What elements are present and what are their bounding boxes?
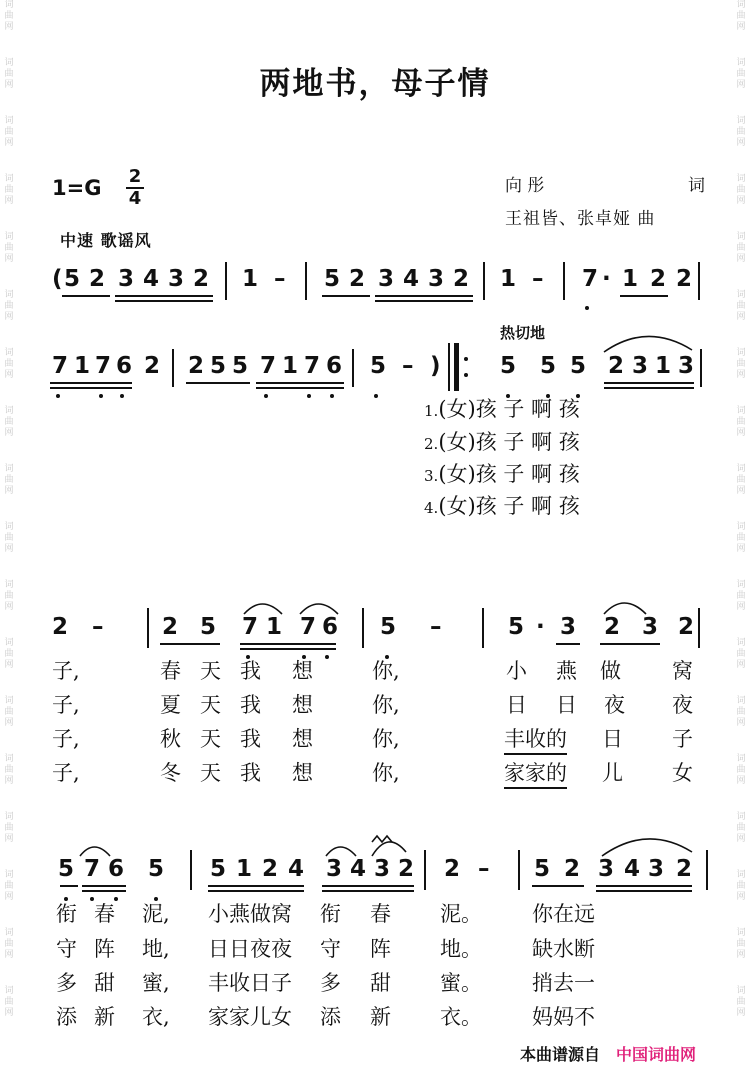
note: 2 [676, 266, 693, 292]
watermark-char: 网 [4, 254, 14, 264]
watermark-char: 词 [4, 464, 14, 474]
note: 7 [300, 614, 317, 640]
watermark-char: 网 [736, 776, 746, 786]
lyric: 夜 [604, 693, 625, 717]
lyric: 女 [672, 761, 693, 785]
watermark-char: 网 [4, 776, 14, 786]
note: 1 [236, 856, 253, 882]
note: 3 [374, 856, 391, 882]
note: 5 [508, 614, 525, 640]
watermark-char: 网 [736, 80, 746, 90]
lyricist-role: 词 [688, 176, 705, 196]
note: 2 [162, 614, 179, 640]
slur [372, 842, 406, 856]
paren-open: ( [52, 266, 63, 292]
note: 7 [582, 266, 599, 292]
watermark-char: 词 [4, 348, 14, 358]
note: 3 [560, 614, 577, 640]
watermark-char: 曲 [736, 649, 746, 659]
watermark-char: 曲 [736, 997, 746, 1007]
note: 2 [262, 856, 279, 882]
watermark-char: 网 [4, 892, 14, 902]
watermark-char: 网 [4, 80, 14, 90]
note: 2 [398, 856, 415, 882]
lyric: 夏 [160, 693, 181, 717]
note: 3 [118, 266, 135, 292]
watermark-char: 曲 [736, 417, 746, 427]
note: 1 [500, 266, 517, 292]
watermark-char: 网 [736, 602, 746, 612]
watermark-char: 词 [4, 290, 14, 300]
lyric: 家家儿女 [208, 1005, 292, 1029]
lyric: 蜜。 [440, 971, 482, 995]
watermark-char: 曲 [4, 765, 14, 775]
lyric: 衣。 [440, 1005, 482, 1029]
watermark-char: 曲 [4, 185, 14, 195]
note: 5 [380, 614, 397, 640]
note: 2 [453, 266, 470, 292]
lyric: 衔 [320, 902, 341, 926]
watermark-char: 曲 [736, 475, 746, 485]
watermark-char: 网 [4, 602, 14, 612]
watermark-char: 词 [4, 116, 14, 126]
verse-number: 3. [424, 467, 439, 485]
paren-close: ) [430, 353, 441, 379]
note: 1 [282, 353, 299, 379]
note: 5 [148, 856, 165, 882]
watermark-char: 词 [4, 696, 14, 706]
watermark-char: 网 [736, 544, 746, 554]
lyric: 捎去一 [532, 971, 595, 995]
note: 7 [95, 353, 112, 379]
lyric: 小燕做窝 [208, 902, 292, 926]
note: 3 [378, 266, 395, 292]
watermark-char: 网 [736, 22, 746, 32]
lyric: 子, [52, 727, 80, 751]
note: 5 [64, 266, 81, 292]
lyric: 你在远 [532, 902, 595, 926]
note: 4 [143, 266, 160, 292]
watermark-char: 词 [736, 522, 746, 532]
watermark-char: 网 [4, 718, 14, 728]
watermark-char: 曲 [736, 243, 746, 253]
watermark-char: 曲 [736, 939, 746, 949]
lyric: 想 [292, 761, 313, 785]
dash: – [402, 353, 414, 379]
watermark-char: 曲 [736, 765, 746, 775]
note: 5 [534, 856, 551, 882]
watermark-char: 网 [736, 834, 746, 844]
lyric: 家家的 [504, 757, 567, 789]
mordent-mark [372, 836, 392, 842]
watermark-char: 曲 [736, 881, 746, 891]
dash: – [274, 266, 286, 292]
note: 7 [304, 353, 321, 379]
watermark-char: 词 [4, 986, 14, 996]
lyric: 泥。 [440, 902, 482, 926]
lyric: 小 [506, 659, 527, 683]
watermark-char: 网 [736, 254, 746, 264]
watermark-char: 网 [4, 834, 14, 844]
note: 4 [624, 856, 641, 882]
watermark-char: 网 [4, 22, 14, 32]
lyric: 子, [52, 659, 80, 683]
watermark-char: 曲 [736, 533, 746, 543]
note: 2 [89, 266, 106, 292]
note: 6 [322, 614, 339, 640]
watermark-char: 曲 [4, 823, 14, 833]
lyric: 你, [372, 693, 400, 717]
verse-number: 4. [424, 499, 439, 517]
watermark-char: 网 [4, 428, 14, 438]
lyric: 你, [372, 659, 400, 683]
key-signature: 1=G [52, 176, 102, 200]
lyric: 甜 [370, 971, 391, 995]
lyric: 春 [160, 659, 181, 683]
lyric: 日 [506, 693, 527, 717]
lyric: 阵 [370, 937, 391, 961]
tempo-marking: 中速 歌谣风 [60, 231, 152, 250]
watermark-char: 网 [736, 892, 746, 902]
note: 5 [540, 353, 557, 379]
note: 2 [678, 614, 695, 640]
note: 5 [570, 353, 587, 379]
meter-bottom: 4 [128, 188, 142, 209]
verse-number: 1. [424, 402, 439, 420]
note: 2 [608, 353, 625, 379]
lyric: 子, [52, 761, 80, 785]
dash: – [532, 266, 544, 292]
lyric: 丰收日子 [208, 971, 292, 995]
lyric: 我 [240, 727, 261, 751]
lyric: 子 [672, 727, 693, 751]
note: 2 [650, 266, 667, 292]
lyric: 夜 [672, 693, 693, 717]
note: 2 [604, 614, 621, 640]
watermark-char: 词 [4, 928, 14, 938]
lyric: 做 [600, 659, 621, 683]
note: 2 [349, 266, 366, 292]
note: 1 [74, 353, 91, 379]
lyric: 蜜, [142, 971, 170, 995]
lyric: 地, [142, 937, 170, 961]
verse-text: (女)孩 子 啊 孩 [438, 462, 580, 486]
lyric: 我 [240, 693, 261, 717]
lyric: 日 [556, 693, 577, 717]
lyric: 子, [52, 693, 80, 717]
watermark-char: 词 [736, 406, 746, 416]
lyric: 你, [372, 761, 400, 785]
note: 7 [260, 353, 277, 379]
watermark-char: 曲 [4, 649, 14, 659]
source-label: 本曲谱源自 [520, 1045, 601, 1064]
slur [604, 336, 692, 352]
watermark-char: 曲 [736, 591, 746, 601]
watermark-char: 网 [4, 370, 14, 380]
watermark-char: 网 [4, 312, 14, 322]
note: 2 [564, 856, 581, 882]
lyric: 天 [200, 761, 221, 785]
watermark-char: 曲 [736, 185, 746, 195]
lyric: 衣, [142, 1005, 170, 1029]
note: 6 [326, 353, 343, 379]
dash: – [430, 614, 442, 640]
watermark-char: 词 [736, 116, 746, 126]
watermark-char: 网 [4, 950, 14, 960]
lyric: 地。 [440, 937, 482, 961]
dash: – [478, 856, 490, 882]
watermark-char: 网 [4, 486, 14, 496]
note: 6 [116, 353, 133, 379]
watermark-char: 词 [736, 232, 746, 242]
lyric: 想 [292, 727, 313, 751]
lyric: 添 [56, 1005, 77, 1029]
watermark-char: 网 [736, 660, 746, 670]
lyric: 我 [240, 761, 261, 785]
verse-text: (女)孩 子 啊 孩 [438, 430, 580, 454]
lyric: 衔 [56, 902, 77, 926]
watermark-char: 曲 [736, 823, 746, 833]
note: 1 [266, 614, 283, 640]
note: 6 [108, 856, 125, 882]
watermark-char: 词 [736, 986, 746, 996]
note: 3 [598, 856, 615, 882]
watermark-char: 曲 [4, 301, 14, 311]
note: 3 [326, 856, 343, 882]
watermark-char: 词 [736, 928, 746, 938]
lyric: 多 [56, 971, 77, 995]
lyric: 新 [370, 1005, 391, 1029]
note: 1 [622, 266, 639, 292]
watermark-char: 词 [736, 638, 746, 648]
verse-number: 2. [424, 435, 439, 453]
note: 3 [642, 614, 659, 640]
lyric: 泥, [142, 902, 170, 926]
watermark-char: 词 [4, 174, 14, 184]
expression-marking: 热切地 [500, 324, 546, 342]
lyric: 你, [372, 727, 400, 751]
note: 2 [193, 266, 210, 292]
watermark-char: 曲 [4, 881, 14, 891]
watermark-char: 曲 [4, 533, 14, 543]
watermark-char: 词 [4, 870, 14, 880]
watermark-char: 词 [4, 754, 14, 764]
note: 3 [678, 353, 695, 379]
lyricist-name: 向 彤 [505, 176, 545, 196]
note: 5 [210, 856, 227, 882]
watermark-char: 词 [4, 0, 14, 10]
watermark-char: 网 [4, 1008, 14, 1018]
watermark-char: 词 [736, 0, 746, 10]
watermark-char: 词 [4, 522, 14, 532]
note: 2 [144, 353, 161, 379]
lyric: 我 [240, 659, 261, 683]
composer-credit: 王祖皆、张卓娅 曲 [505, 209, 656, 229]
watermark-char: 曲 [4, 707, 14, 717]
source-credit [520, 1042, 696, 1065]
watermark-char: 词 [736, 290, 746, 300]
watermark-char: 词 [736, 464, 746, 474]
watermark-char: 网 [736, 718, 746, 728]
lyric: 窝 [672, 659, 693, 683]
watermark-char: 曲 [4, 11, 14, 21]
watermark-char: 词 [736, 754, 746, 764]
watermark-char: 曲 [4, 591, 14, 601]
lyric: 甜 [94, 971, 115, 995]
note: · [602, 266, 611, 292]
note: 3 [632, 353, 649, 379]
watermark-char: 词 [4, 812, 14, 822]
watermark-char: 曲 [736, 69, 746, 79]
watermark-char: 曲 [4, 939, 14, 949]
watermark-char: 网 [736, 428, 746, 438]
watermark-char: 词 [736, 696, 746, 706]
note: 5 [500, 353, 517, 379]
watermark-char: 曲 [736, 359, 746, 369]
lyric: 守 [56, 937, 77, 961]
watermark-char: 词 [736, 580, 746, 590]
lyric: 天 [200, 659, 221, 683]
slur [300, 604, 338, 614]
watermark-char: 曲 [4, 127, 14, 137]
watermark-char: 曲 [4, 997, 14, 1007]
watermark-char: 词 [736, 870, 746, 880]
watermark-char: 曲 [736, 11, 746, 21]
note: 2 [676, 856, 693, 882]
watermark-char: 曲 [4, 359, 14, 369]
note: 5 [370, 353, 387, 379]
watermark-char: 词 [4, 638, 14, 648]
note: · [536, 614, 545, 640]
lyric: 日日夜夜 [208, 937, 292, 961]
meter-top: 2 [128, 166, 142, 187]
lyric: 缺水断 [532, 937, 595, 961]
lyric: 冬 [160, 761, 181, 785]
note: 5 [232, 353, 249, 379]
lyric: 多 [320, 971, 341, 995]
watermark-char: 网 [736, 1008, 746, 1018]
lyric: 守 [320, 937, 341, 961]
song-title: 两地书，母子情 [259, 66, 491, 102]
watermark-char: 网 [736, 370, 746, 380]
lyric: 燕 [556, 659, 577, 683]
lyric: 想 [292, 659, 313, 683]
watermark-char: 词 [736, 812, 746, 822]
watermark-char: 词 [4, 580, 14, 590]
slur [80, 847, 110, 856]
note: 4 [403, 266, 420, 292]
watermark-char: 网 [4, 660, 14, 670]
note: 2 [52, 614, 69, 640]
note: 5 [58, 856, 75, 882]
watermark-char: 词 [4, 58, 14, 68]
watermark-char: 词 [736, 348, 746, 358]
note: 7 [52, 353, 69, 379]
watermark-char: 词 [736, 174, 746, 184]
watermark-char: 网 [736, 138, 746, 148]
lyric: 新 [94, 1005, 115, 1029]
source-brand[interactable]: 中国词曲网 [616, 1045, 697, 1064]
watermark-char: 曲 [4, 69, 14, 79]
lyric: 春 [94, 902, 115, 926]
watermark-char: 曲 [4, 243, 14, 253]
note: 1 [655, 353, 672, 379]
lyric: 添 [320, 1005, 341, 1029]
note: 2 [188, 353, 205, 379]
verse-text: (女)孩 子 啊 孩 [438, 494, 580, 518]
watermark-char: 网 [736, 312, 746, 322]
lyric: 秋 [160, 727, 181, 751]
note: 3 [648, 856, 665, 882]
watermark-char: 曲 [736, 707, 746, 717]
note: 4 [288, 856, 305, 882]
slur [326, 847, 356, 856]
verse-text: (女)孩 子 啊 孩 [438, 397, 580, 421]
watermark-char: 词 [4, 232, 14, 242]
note: 4 [350, 856, 367, 882]
watermark-char: 曲 [4, 417, 14, 427]
lyric: 春 [370, 902, 391, 926]
lyric: 阵 [94, 937, 115, 961]
lyric: 妈妈不 [532, 1005, 595, 1029]
note: 7 [242, 614, 259, 640]
watermark-char: 词 [736, 58, 746, 68]
note: 3 [168, 266, 185, 292]
watermark-char: 曲 [736, 127, 746, 137]
lyric: 丰收的 [504, 723, 567, 755]
note: 5 [210, 353, 227, 379]
note: 1 [242, 266, 259, 292]
watermark-char: 网 [736, 950, 746, 960]
watermark-char: 网 [4, 138, 14, 148]
lyric: 天 [200, 727, 221, 751]
slur [602, 839, 692, 856]
lyric: 想 [292, 693, 313, 717]
watermark-char: 网 [4, 196, 14, 206]
watermark-char: 词 [4, 406, 14, 416]
lyric: 儿 [602, 761, 623, 785]
lyric: 天 [200, 693, 221, 717]
dash: – [92, 614, 104, 640]
watermark-char: 网 [736, 196, 746, 206]
note: 5 [324, 266, 341, 292]
watermark-char: 曲 [736, 301, 746, 311]
note: 2 [444, 856, 461, 882]
slur [604, 603, 646, 614]
note: 5 [200, 614, 217, 640]
watermark-char: 网 [4, 544, 14, 554]
note: 7 [84, 856, 101, 882]
watermark-char: 网 [736, 486, 746, 496]
watermark-char: 曲 [4, 475, 14, 485]
slur [244, 604, 282, 614]
note: 3 [428, 266, 445, 292]
lyric: 日 [602, 727, 623, 751]
